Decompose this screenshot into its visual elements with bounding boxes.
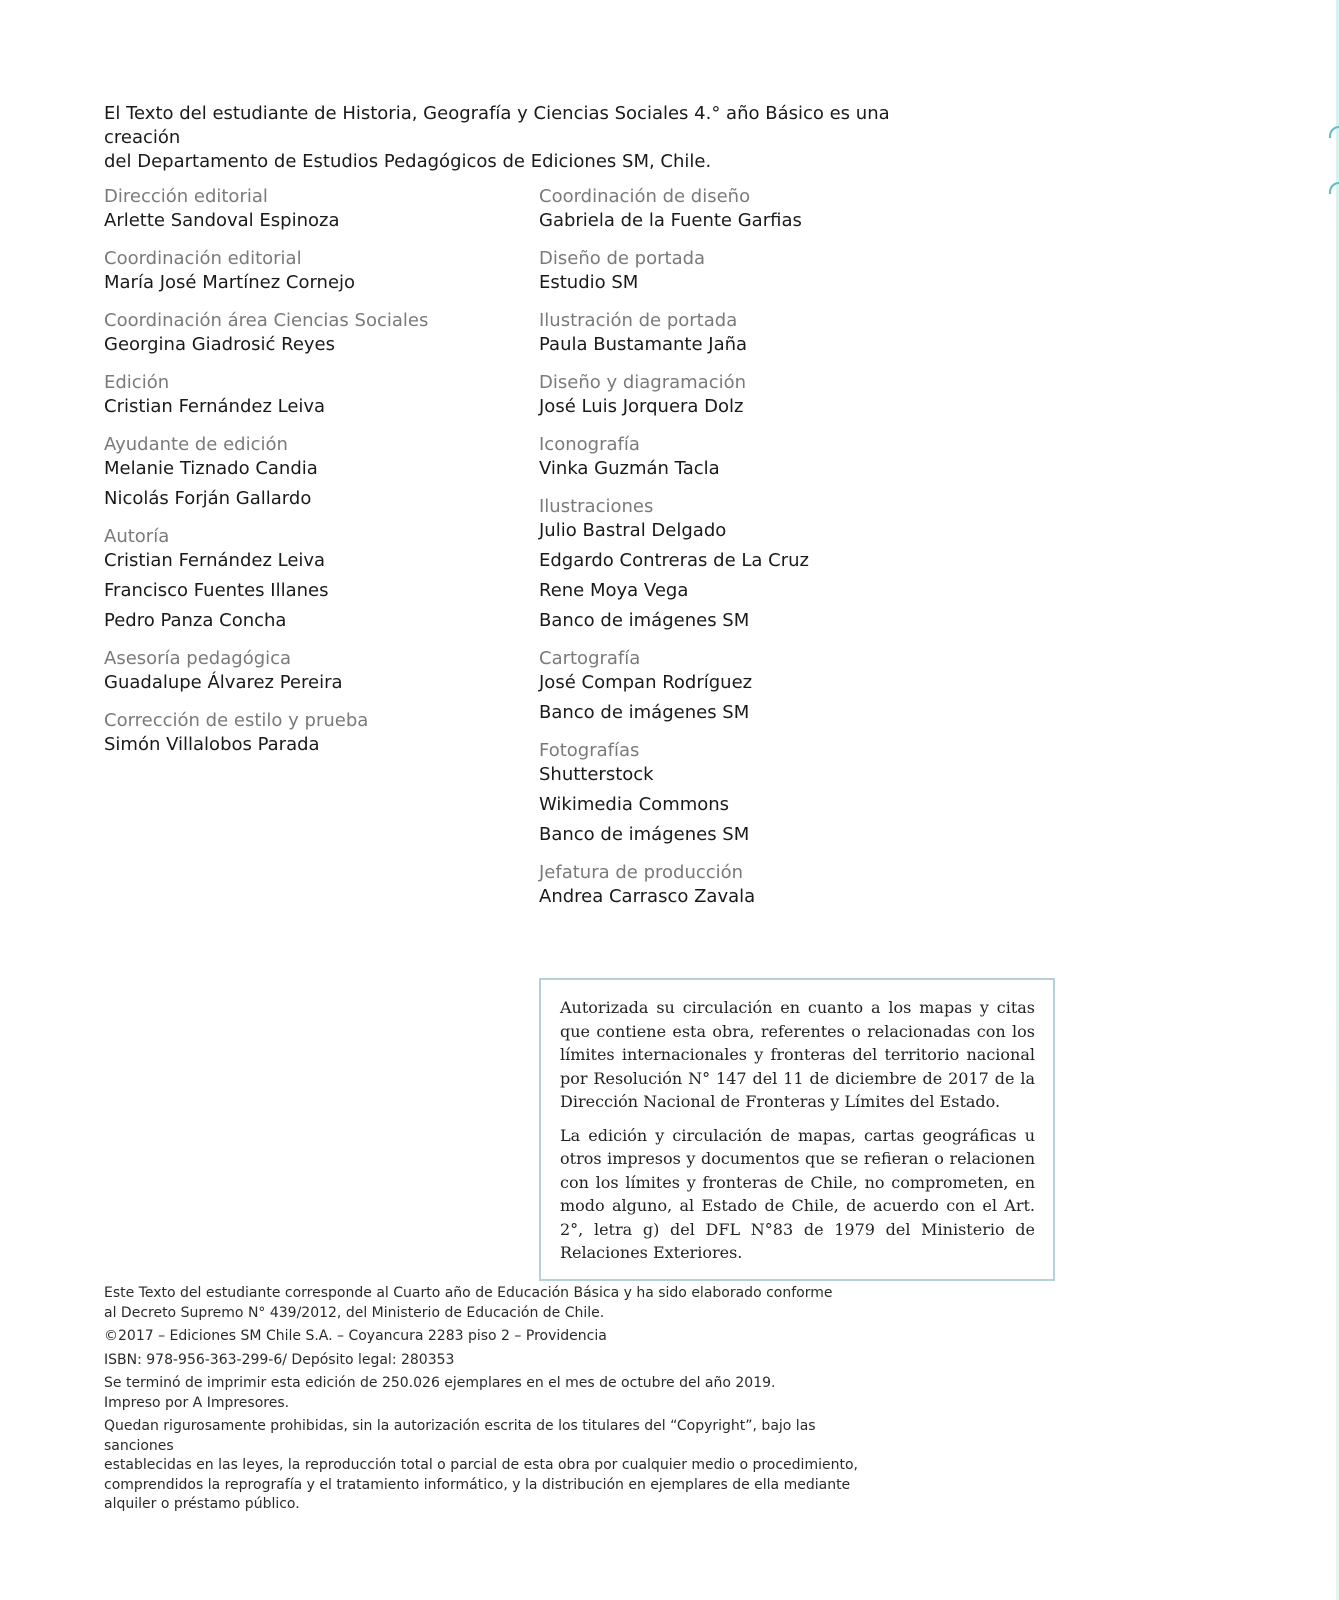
credit-name: Banco de imágenes SM — [539, 824, 750, 845]
credit-name: José Luis Jorquera Dolz — [539, 396, 744, 417]
credit-name: Gabriela de la Fuente Garfias — [539, 210, 802, 231]
edge-tick-mark — [1329, 182, 1339, 194]
credit-name: Wikimedia Commons — [539, 794, 730, 815]
credit-name: Julio Bastral Delgado — [539, 520, 727, 541]
credit-name: Banco de imágenes SM — [539, 610, 750, 631]
credit-name: Vinka Guzmán Tacla — [539, 458, 720, 479]
credit-role: Diseño de portada — [539, 248, 706, 269]
legal-info — [104, 1284, 864, 1519]
print-line: Se terminó de imprimir esta edición de 250.026 ejemplares en el mes de octubre del año 2019. — [104, 1375, 776, 1391]
credit-name: Andrea Carrasco Zavala — [539, 886, 756, 907]
credit-name: Rene Moya Vega — [539, 580, 689, 601]
credit-role: Coordinación área Ciencias Sociales — [104, 310, 429, 331]
decree-line: Este Texto del estudiante corresponde al Cuarto año de Educación Básica y ha sido elaborado conforme — [104, 1285, 833, 1301]
credit-group — [104, 309, 524, 357]
credit-name: Paula Bustamante Jaña — [539, 334, 748, 355]
credit-group — [104, 371, 524, 419]
edge-tick-mark — [1329, 126, 1339, 138]
rights-line: comprendidos la reprografía y el tratamiento informático, y la distribución en ejemplares de ella mediante — [104, 1476, 851, 1493]
credit-name: Banco de imágenes SM — [539, 702, 750, 723]
credit-role: Autoría — [104, 526, 170, 547]
credits-left-column — [104, 185, 524, 771]
credit-group — [539, 433, 959, 481]
credit-role: Jefatura de producción — [539, 862, 744, 883]
credit-name: Shutterstock — [539, 764, 654, 785]
credit-name: Francisco Fuentes Illanes — [104, 580, 329, 601]
credit-group — [104, 433, 524, 511]
credit-group — [539, 247, 959, 295]
credit-group — [104, 185, 524, 233]
credit-name: Georgina Giadrosić Reyes — [104, 334, 336, 355]
intro-paragraph — [104, 102, 924, 174]
rights-line: alquiler o préstamo público. — [104, 1496, 300, 1512]
credit-name: Simón Villalobos Parada — [104, 734, 320, 755]
map-authorization-notice — [539, 978, 1055, 1281]
credit-group — [539, 861, 959, 909]
rights-line: Quedan rigurosamente prohibidas, sin la autorización escrita de los titulares del “Copyright”, bajo las sanciones — [104, 1418, 816, 1454]
print-line: Impreso por A Impresores. — [104, 1394, 290, 1411]
credit-name: José Compan Rodríguez — [539, 672, 753, 693]
credit-role: Coordinación editorial — [104, 248, 302, 269]
credit-name: Cristian Fernández Leiva — [104, 550, 326, 571]
credit-name: María José Martínez Cornejo — [104, 272, 356, 293]
credit-role: Iconografía — [539, 434, 640, 455]
rights-text — [104, 1417, 864, 1515]
credit-role: Fotografías — [539, 740, 640, 761]
decree-line: al Decreto Supremo N° 439/2012, del Ministerio de Educación de Chile. — [104, 1304, 605, 1321]
intro-line: El Texto del estudiante de Historia, Geografía y Ciencias Sociales 4.° año Básico es una creación — [104, 103, 890, 148]
isbn-text: ISBN: 978-956-363-299-6/ Depósito legal: 280353 — [104, 1351, 455, 1368]
credit-role: Ilustración de portada — [539, 310, 738, 331]
credit-group — [539, 739, 959, 847]
credit-role: Diseño y diagramación — [539, 372, 747, 393]
credit-role: Ilustraciones — [539, 496, 654, 517]
copyright-text: ©2017 – Ediciones SM Chile S.A. – Coyancura 2283 piso 2 – Providencia — [104, 1328, 607, 1344]
credit-name: Melanie Tiznado Candia — [104, 458, 318, 479]
credit-group — [539, 647, 959, 725]
intro-line: del Departamento de Estudios Pedagógicos de Ediciones SM, Chile. — [104, 151, 712, 172]
credit-group — [539, 185, 959, 233]
credit-role: Dirección editorial — [104, 186, 268, 207]
credit-group — [104, 247, 524, 295]
credit-name: Cristian Fernández Leiva — [104, 396, 326, 417]
credit-name: Arlette Sandoval Espinoza — [104, 210, 340, 231]
credits-right-column — [539, 185, 959, 923]
credit-group — [539, 371, 959, 419]
credit-role: Corrección de estilo y prueba — [104, 710, 369, 731]
decree-text — [104, 1284, 864, 1323]
credit-role: Cartografía — [539, 648, 641, 669]
credit-group — [104, 525, 524, 633]
credit-name: Guadalupe Álvarez Pereira — [104, 672, 343, 693]
credit-role: Asesoría pedagógica — [104, 648, 292, 669]
print-info — [104, 1374, 864, 1413]
credit-role: Ayudante de edición — [104, 434, 288, 455]
credit-role: Coordinación de diseño — [539, 186, 751, 207]
credit-name: Edgardo Contreras de La Cruz — [539, 550, 809, 571]
credit-role: Edición — [104, 372, 170, 393]
notice-paragraph: Autorizada su circulación en cuanto a los mapas y citas que contiene esta obra, referentes o relacionadas con los límites internacionales y fronteras del territorio nacional por Resolución N° 147 del 11 de diciembre de 2017 de la Dirección Nacional de Fronteras y Límites del Estado. — [560, 998, 1035, 1111]
credit-name: Nicolás Forján Gallardo — [104, 488, 312, 509]
credit-group — [539, 495, 959, 633]
rights-line: establecidas en las leyes, la reproducción total o parcial de esta obra por cualquier medio o procedimiento, — [104, 1457, 858, 1473]
credit-group — [104, 647, 524, 695]
credit-name: Estudio SM — [539, 272, 639, 293]
credit-group — [104, 709, 524, 757]
notice-paragraph: La edición y circulación de mapas, cartas geográficas u otros impresos y documentos que se refieran o relacionen con los límites y fronteras de Chile, no comprometen, en modo alguno, al Estado de Chile, de acuerdo con el Art. 2°, letra g) del DFL N°83 de 1979 del Ministerio de Relaciones Exteriores. — [560, 1125, 1035, 1262]
credit-name: Pedro Panza Concha — [104, 610, 287, 631]
credit-group — [539, 309, 959, 357]
